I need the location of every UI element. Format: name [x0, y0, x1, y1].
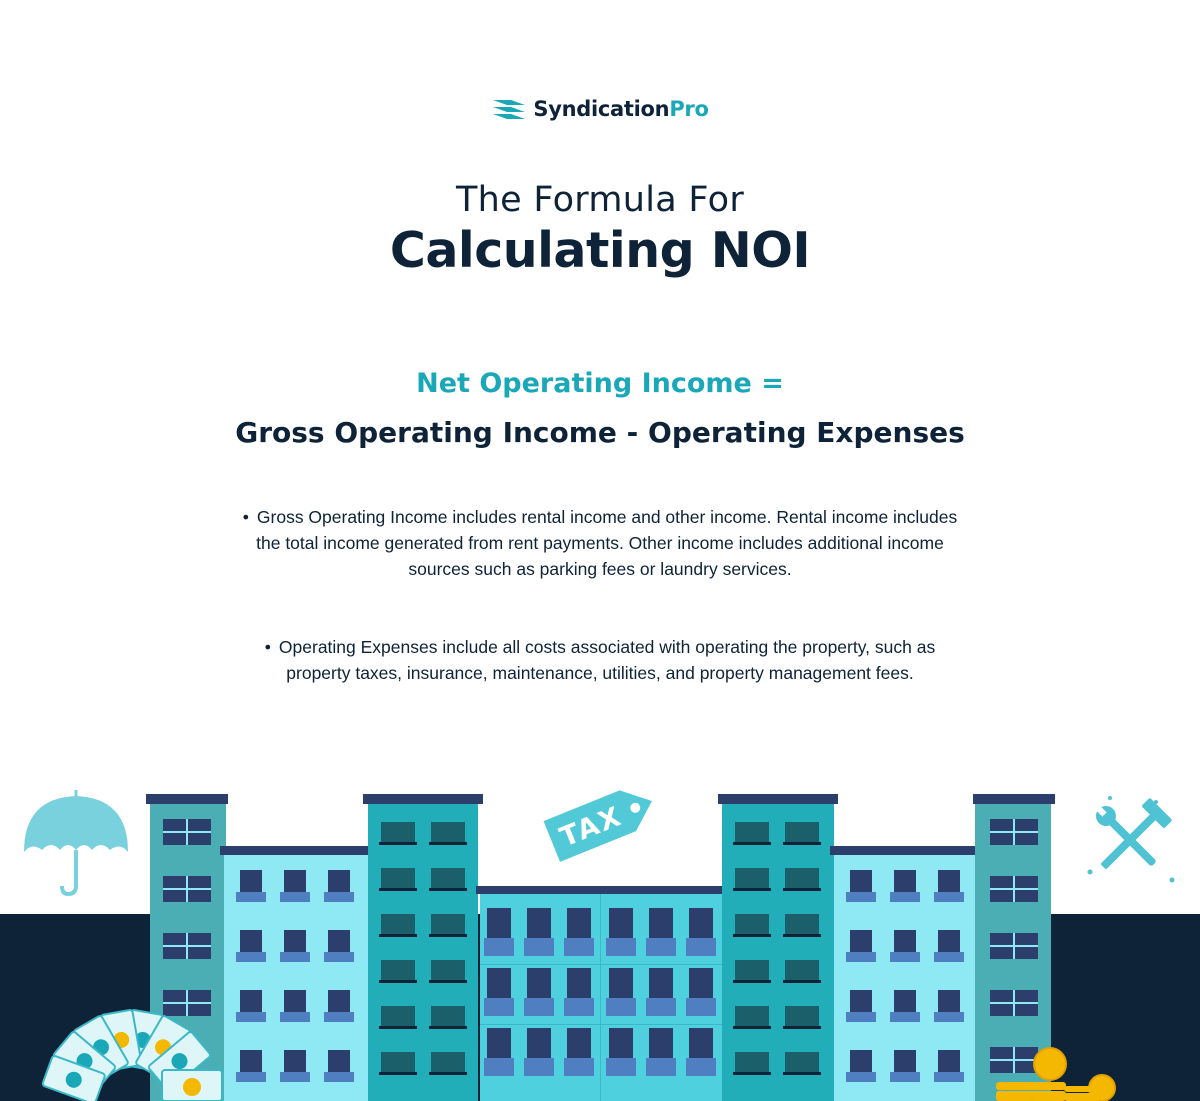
brand-name-part1: Syndication	[533, 97, 670, 121]
umbrella-icon	[24, 790, 128, 894]
bullet-text: Operating Expenses include all costs associated with operating the property, such as property taxes, insurance, maintenance, utilities, and property management fees.	[278, 637, 936, 683]
brand-mark-icon	[491, 96, 527, 122]
bullet-text: Gross Operating Income includes rental income and other income. Rental income includes the total income generated from rent payments. Other income includes additional income sources such as parking fees or laundry services.	[256, 507, 958, 579]
formula-right-side: Gross Operating Income - Operating Expenses	[235, 416, 965, 449]
bullet-operating-expenses	[240, 634, 960, 686]
brand-logo	[0, 96, 1200, 122]
tax-tag-icon	[544, 781, 661, 862]
building-center-right-tower	[718, 794, 838, 1101]
building-right-light	[830, 846, 982, 1101]
brand-name	[533, 97, 708, 121]
page-title: Calculating NOI	[389, 222, 811, 279]
tools-icon	[1088, 796, 1175, 883]
building-center	[476, 886, 726, 1101]
formula-left-side: Net Operating Income =	[416, 368, 784, 399]
brand-name-part2: Pro	[669, 97, 709, 121]
tax-tag-label: TAX	[555, 800, 627, 854]
bullet-marker: •	[242, 507, 249, 527]
bullet-gross-operating-income	[240, 504, 960, 582]
building-left-light	[220, 846, 370, 1101]
bullet-marker: •	[264, 637, 271, 657]
city-illustration	[0, 760, 1200, 1101]
page-subtitle: The Formula For	[455, 180, 745, 220]
building-center-left-tower	[363, 794, 483, 1101]
